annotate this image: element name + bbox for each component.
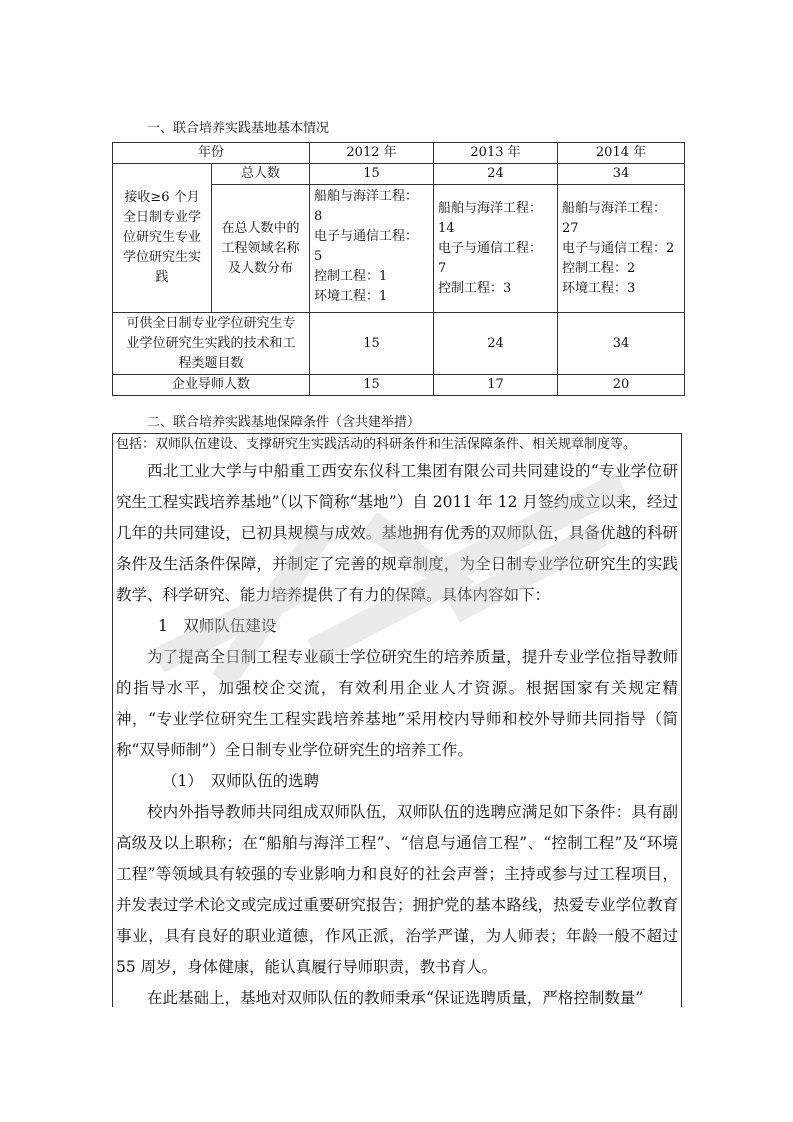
topics-2013: 24 <box>434 313 558 375</box>
distribution-2013: 船舶与海洋工程： 14 电子与通信工程： 7 控制工程：3 <box>434 185 558 313</box>
paragraph-dual-mentor: 为了提高全日制工程专业硕士学位研究生的培养质量，提升专业学位指导教师的指导水平，加强校企交流，有效利用企业人才资源。根据国家有关规定精神，“专业学位研究生工程实践培养基地”采用校内导师和校外导师共同指导（简称“双导师制”）全日制专业学位研究生的培养工作。 <box>116 648 678 759</box>
distribution-2014: 船舶与海洋工程： 27 电子与通信工程：2 控制工程：2 环境工程：3 <box>558 185 685 313</box>
base-info-table <box>112 142 685 396</box>
mentors-label: 企业导师人数 <box>113 375 310 396</box>
includes-note: 包括：双师队伍建设、支撑研究生实践活动的科研条件和生活保障条件、相关规章制度等。 <box>116 437 637 452</box>
total-2013: 24 <box>434 164 558 185</box>
heading-selection: （1） 双师队伍的选聘 <box>162 772 320 790</box>
heading-dual-mentor-team: 1 双师队伍建设 <box>158 617 277 635</box>
topics-2012: 15 <box>310 313 434 375</box>
year-header: 年份 <box>113 143 310 164</box>
section-1-title: 一、联合培养实践基地基本情况 <box>147 121 330 136</box>
total-2012: 15 <box>310 164 434 185</box>
support-conditions-box <box>112 433 682 1007</box>
row-group-label: 接收≥6 个月 全日制专业学 位研究生专业 学位研究生实 践 <box>113 164 212 313</box>
paragraph-selection: 校内外指导教师共同组成双师队伍，双师队伍的选聘应满足如下条件：具有副高级及以上职称；在“船舶与海洋工程”、“信息与通信工程”、“控制工程”及“环境工程”等领域具有较强的专业影响力和良好的社会声誉；主持或参与过工程项目，并发表过学术论文或完成过重要研究报告；拥护党的基本路线，热爱专业学位教育事业，具有良好的职业道德，作风正派，治学严谨，为人师表；年龄一般不超过 55 周岁，身体健康，能认真履行导师职责，教书育人。 <box>116 803 678 976</box>
topics-label: 可供全日制专业学位研究生专 业学位研究生实践的技术和工 程类题目数 <box>113 313 310 375</box>
year-2012: 2012 年 <box>310 143 434 164</box>
mentors-2012: 15 <box>310 375 434 396</box>
total-label: 总人数 <box>212 164 310 185</box>
topics-2014: 34 <box>558 313 685 375</box>
distribution-2012: 船舶与海洋工程： 8 电子与通信工程： 5 控制工程：1 环境工程：1 <box>310 185 434 313</box>
paragraph-continued: 在此基础上，基地对双师队伍的教师秉承“保证选聘质量，严格控制数量” <box>147 989 644 1007</box>
distribution-label: 在总人数中的 工程领域名称 及人数分布 <box>212 185 310 313</box>
year-2014: 2014 年 <box>558 143 685 164</box>
mentors-2013: 17 <box>434 375 558 396</box>
mentors-2014: 20 <box>558 375 685 396</box>
total-2014: 34 <box>558 164 685 185</box>
year-2013: 2013 年 <box>434 143 558 164</box>
section-2-title: 二、联合培养实践基地保障条件（含共建举措） <box>147 415 421 430</box>
paragraph-intro: 西北工业大学与中船重工西安东仪科工集团有限公司共同建设的“专业学位研究生工程实践培养基地”（以下简称“基地”）自 2011 年 12 月签约成立以来，经过几年的共同建设，已初具规模与成效。基地拥有优秀的双师队伍，具备优越的科研条件及生活条件保障，并制定了完善的规章制度，为全日制专业学位研究生的实践教学、科学研究、能力培养提供了有力的保障。具体内容如下： <box>116 462 678 604</box>
